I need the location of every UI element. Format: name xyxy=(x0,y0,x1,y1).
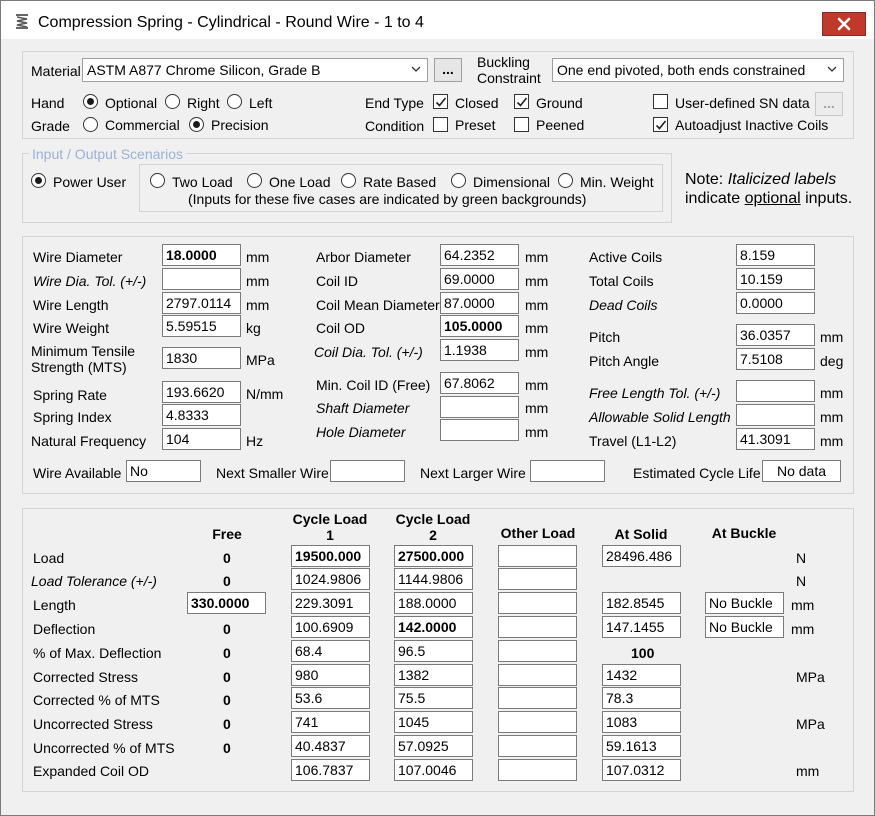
row-deflection-c1[interactable]: 100.6909 xyxy=(291,616,370,638)
close-icon xyxy=(836,17,852,31)
allow-solid-input[interactable] xyxy=(736,404,815,426)
wire-weight-input[interactable]: 5.59515 xyxy=(162,315,241,337)
row-length-label: Length xyxy=(33,597,76,613)
next-larger-input[interactable] xyxy=(530,460,605,482)
closed-checkbox[interactable] xyxy=(433,94,448,109)
autoadjust-checkbox[interactable] xyxy=(653,117,668,132)
material-more-button[interactable]: ... xyxy=(434,58,462,82)
one-load-radio[interactable] xyxy=(247,173,262,188)
wire-available-label: Wire Available xyxy=(33,465,122,481)
buckling-value: One end pivoted, both ends constrained xyxy=(557,62,806,78)
buckling-label-1: Buckling xyxy=(477,54,530,70)
note-prefix: Note: xyxy=(685,171,728,188)
coil-od-label: Coil OD xyxy=(316,320,366,336)
coil-mean-unit: mm xyxy=(525,297,549,313)
col-free-header: Free xyxy=(212,526,242,542)
row-length-buckle[interactable]: No Buckle xyxy=(705,592,784,614)
grade-precision-label: Precision xyxy=(211,117,269,133)
row-expod-unit: mm xyxy=(796,763,820,779)
next-larger-label: Next Larger Wire xyxy=(420,465,526,481)
row-corrstress-c2[interactable]: 1382 xyxy=(394,664,473,686)
active-coils-label: Active Coils xyxy=(589,249,663,265)
dead-coils-input[interactable]: 0.0000 xyxy=(736,292,815,314)
row-uncstress-label: Uncorrected Stress xyxy=(33,716,153,732)
coil-tol-unit: mm xyxy=(525,344,549,360)
grade-commercial-label: Commercial xyxy=(105,117,180,133)
row-length-c2[interactable]: 188.0000 xyxy=(394,592,473,614)
arbor-diameter-input[interactable]: 64.2352 xyxy=(440,244,519,266)
coil-id-input[interactable]: 69.0000 xyxy=(440,268,519,290)
italic-note-line2 xyxy=(685,190,852,208)
row-expod-c1[interactable]: 106.7837 xyxy=(291,759,370,781)
shaft-diameter-label: Shaft Diameter xyxy=(316,400,410,416)
row-uncpct-c2[interactable]: 57.0925 xyxy=(394,735,473,757)
min-weight-radio[interactable] xyxy=(558,173,573,188)
hand-left-radio[interactable] xyxy=(227,94,242,109)
sn-data-label: User-defined SN data xyxy=(675,95,810,111)
row-load-unit: N xyxy=(796,550,807,566)
pitch-angle-label: Pitch Angle xyxy=(589,353,660,369)
row-deflection-free: 0 xyxy=(223,621,231,637)
material-label: Material xyxy=(31,63,81,79)
row-pctdefl-c1[interactable]: 68.4 xyxy=(291,640,370,662)
cycle-life-input[interactable]: No data xyxy=(762,460,841,482)
row-deflection-label: Deflection xyxy=(33,621,96,637)
next-smaller-input[interactable] xyxy=(330,460,405,482)
spring-index-input[interactable]: 4.8333 xyxy=(162,404,241,426)
row-load-c1[interactable]: 19500.000 xyxy=(291,545,370,567)
scenarios-legend: Input / Output Scenarios xyxy=(29,146,186,162)
wire-length-unit: mm xyxy=(246,297,270,313)
note-optional: optional xyxy=(744,190,801,207)
wire-tol-input[interactable] xyxy=(162,268,241,290)
peened-checkbox[interactable] xyxy=(514,117,529,132)
dead-coils-label: Dead Coils xyxy=(589,297,658,313)
row-loadtol-c1[interactable]: 1024.9806 xyxy=(291,568,370,590)
shaft-diameter-unit: mm xyxy=(525,400,549,416)
pitch-angle-unit: deg xyxy=(820,353,844,369)
material-select[interactable] xyxy=(82,58,428,82)
wire-available-input[interactable]: No xyxy=(126,460,201,482)
free-len-tol-unit: mm xyxy=(820,385,844,401)
row-length-free[interactable]: 330.0000 xyxy=(187,592,266,614)
window-title: Compression Spring - Cylindrical - Round Wire - 1 to 4 xyxy=(38,14,424,31)
col-buckle-header: At Buckle xyxy=(711,525,777,541)
row-deflection-unit: mm xyxy=(791,621,815,637)
wire-tol-label: Wire Dia. Tol. (+/-) xyxy=(33,273,147,289)
row-corrstress-free: 0 xyxy=(223,669,231,685)
row-corrstress-other[interactable] xyxy=(498,664,577,686)
wire-weight-label: Wire Weight xyxy=(33,320,109,336)
power-user-label: Power User xyxy=(53,174,127,190)
row-corrpct-free: 0 xyxy=(223,692,231,708)
active-coils-input[interactable]: 8.159 xyxy=(736,244,815,266)
row-deflection-solid[interactable]: 147.1455 xyxy=(602,616,681,638)
buckling-select[interactable] xyxy=(552,58,844,82)
preset-checkbox[interactable] xyxy=(433,117,448,132)
row-pctdefl-other[interactable] xyxy=(498,640,577,662)
note-line2-a: indicate xyxy=(685,190,745,207)
pitch-label: Pitch xyxy=(589,329,621,345)
two-load-radio[interactable] xyxy=(150,173,165,188)
row-length-solid[interactable]: 182.8545 xyxy=(602,592,681,614)
dimensional-label: Dimensional xyxy=(473,174,551,190)
arbor-diameter-label: Arbor Diameter xyxy=(316,249,411,265)
peened-label: Peened xyxy=(536,117,585,133)
row-load-other[interactable] xyxy=(498,545,577,567)
chevron-down-icon xyxy=(826,63,838,75)
row-uncstress-c1[interactable]: 741 xyxy=(291,711,370,733)
coil-id-unit: mm xyxy=(525,273,549,289)
row-corrpct-other[interactable] xyxy=(498,687,577,709)
row-loadtol-label: Load Tolerance (+/-) xyxy=(31,573,157,589)
row-pctdefl-c2[interactable]: 96.5 xyxy=(394,640,473,662)
natural-freq-label: Natural Frequency xyxy=(31,433,147,449)
row-uncstress-c2[interactable]: 1045 xyxy=(394,711,473,733)
row-load-solid[interactable]: 28496.486 xyxy=(602,545,681,567)
coil-od-unit: mm xyxy=(525,320,549,336)
spring-index-label: Spring Index xyxy=(33,409,112,425)
checkmark-icon xyxy=(655,119,667,131)
row-uncpct-free: 0 xyxy=(223,740,231,756)
close-button[interactable] xyxy=(822,12,866,36)
row-length-unit: mm xyxy=(791,597,815,613)
dimensional-radio[interactable] xyxy=(451,173,466,188)
hand-optional-label: Optional xyxy=(105,95,158,111)
coil-tol-input[interactable]: 1.1938 xyxy=(440,339,519,361)
green-cases-note: (Inputs for these five cases are indicated by green backgrounds) xyxy=(188,191,587,207)
total-coils-label: Total Coils xyxy=(589,273,654,289)
natural-freq-unit: Hz xyxy=(246,433,264,449)
wire-diameter-input[interactable]: 18.0000 xyxy=(162,244,241,266)
pitch-input[interactable]: 36.0357 xyxy=(736,324,815,346)
pitch-angle-input[interactable]: 7.5108 xyxy=(736,348,815,370)
row-pctdefl-free: 0 xyxy=(223,645,231,661)
grade-precision-radio[interactable] xyxy=(189,117,204,132)
wire-length-label: Wire Length xyxy=(33,297,109,313)
preset-label: Preset xyxy=(455,117,496,133)
coil-tol-label: Coil Dia. Tol. (+/-) xyxy=(314,344,423,360)
shaft-diameter-input[interactable] xyxy=(440,396,519,418)
wire-weight-unit: kg xyxy=(246,320,261,336)
travel-label: Travel (L1-L2) xyxy=(589,433,677,449)
sn-data-more-button[interactable]: ... xyxy=(815,92,843,116)
coil-mean-input[interactable]: 87.0000 xyxy=(440,292,519,314)
row-uncpct-label: Uncorrected % of MTS xyxy=(33,740,175,756)
row-load-free: 0 xyxy=(223,550,231,566)
travel-input[interactable]: 41.3091 xyxy=(736,428,815,450)
buckling-label-2: Constraint xyxy=(477,70,541,86)
col-c1-header-2: 1 xyxy=(326,527,334,543)
wire-tol-unit: mm xyxy=(246,273,270,289)
travel-unit: mm xyxy=(820,433,844,449)
row-uncstress-solid[interactable]: 1083 xyxy=(602,711,681,733)
allow-solid-unit: mm xyxy=(820,409,844,425)
row-expod-solid[interactable]: 107.0312 xyxy=(602,759,681,781)
end-type-label: End Type xyxy=(365,95,424,111)
free-len-tol-input[interactable] xyxy=(736,380,815,402)
hole-diameter-unit: mm xyxy=(525,424,549,440)
properties-panel xyxy=(22,236,854,494)
mts-unit: MPa xyxy=(246,352,275,368)
grade-label: Grade xyxy=(31,118,70,134)
row-expod-other[interactable] xyxy=(498,759,577,781)
row-corrpct-label: Corrected % of MTS xyxy=(33,692,160,708)
row-pctdefl-label: % of Max. Deflection xyxy=(33,645,162,661)
next-smaller-label: Next Smaller Wire xyxy=(216,465,329,481)
row-uncstress-unit: MPa xyxy=(796,716,825,732)
power-user-radio[interactable] xyxy=(31,173,46,188)
mts-input[interactable]: 1830 xyxy=(162,347,241,369)
two-load-label: Two Load xyxy=(172,174,233,190)
col-c2-header-1: Cycle Load xyxy=(395,511,471,527)
spring-rate-unit: N/mm xyxy=(246,386,284,402)
condition-label: Condition xyxy=(365,118,425,134)
row-uncpct-other[interactable] xyxy=(498,735,577,757)
wire-diameter-label: Wire Diameter xyxy=(33,249,123,265)
min-weight-label: Min. Weight xyxy=(580,174,654,190)
row-deflection-other[interactable] xyxy=(498,616,577,638)
min-coil-id-label: Min. Coil ID (Free) xyxy=(316,377,431,393)
row-uncstress-free: 0 xyxy=(223,716,231,732)
cycle-life-label: Estimated Cycle Life xyxy=(633,465,761,481)
row-deflection-buckle[interactable]: No Buckle xyxy=(705,616,784,638)
row-corrstress-unit: MPa xyxy=(796,669,825,685)
grade-commercial-radio[interactable] xyxy=(83,117,98,132)
wire-diameter-unit: mm xyxy=(246,249,270,265)
mts-label-2: Strength (MTS) xyxy=(31,359,127,375)
hand-right-radio[interactable] xyxy=(165,94,180,109)
allow-solid-label: Allowable Solid Length xyxy=(589,409,731,425)
col-other-header: Other Load xyxy=(500,525,576,541)
row-length-c1[interactable]: 229.3091 xyxy=(291,592,370,614)
rate-based-label: Rate Based xyxy=(363,174,437,190)
free-len-tol-label: Free Length Tol. (+/-) xyxy=(589,385,721,401)
spring-rate-input[interactable]: 193.6620 xyxy=(162,381,241,403)
ground-checkbox[interactable] xyxy=(514,94,529,109)
row-load-c2[interactable]: 27500.000 xyxy=(394,545,473,567)
row-expod-label: Expanded Coil OD xyxy=(33,763,149,779)
wire-length-input[interactable]: 2797.0114 xyxy=(162,292,241,314)
checkmark-icon xyxy=(435,96,447,108)
hand-left-label: Left xyxy=(249,95,273,111)
spring-app-icon xyxy=(15,13,29,29)
row-loadtol-other[interactable] xyxy=(498,568,577,590)
spring-rate-label: Spring Rate xyxy=(33,387,107,403)
coil-id-label: Coil ID xyxy=(316,273,359,289)
row-length-other[interactable] xyxy=(498,592,577,614)
row-corrpct-c2[interactable]: 75.5 xyxy=(394,687,473,709)
total-coils-input[interactable]: 10.159 xyxy=(736,268,815,290)
mts-label-1: Minimum Tensile xyxy=(31,343,135,359)
row-corrstress-label: Corrected Stress xyxy=(33,669,139,685)
natural-freq-input[interactable]: 104 xyxy=(162,428,241,450)
min-coil-id-input[interactable]: 67.8062 xyxy=(440,372,519,394)
hand-label: Hand xyxy=(31,95,65,111)
row-deflection-c2[interactable]: 142.0000 xyxy=(394,616,473,638)
row-corrpct-c1[interactable]: 53.6 xyxy=(291,687,370,709)
hand-optional-radio[interactable] xyxy=(83,94,98,109)
title-bar[interactable] xyxy=(1,1,874,39)
sn-data-checkbox[interactable] xyxy=(653,94,668,109)
row-corrpct-solid[interactable]: 78.3 xyxy=(602,687,681,709)
chevron-down-icon xyxy=(410,63,422,75)
rate-based-radio[interactable] xyxy=(341,173,356,188)
row-load-label: Load xyxy=(33,550,65,566)
row-uncstress-other[interactable] xyxy=(498,711,577,733)
checkmark-icon xyxy=(516,96,528,108)
note-italic: Italicized labels xyxy=(727,171,837,188)
row-pctdefl-solid: 100 xyxy=(631,645,655,661)
arbor-diameter-unit: mm xyxy=(525,249,549,265)
hand-right-label: Right xyxy=(187,95,220,111)
italic-note xyxy=(685,171,836,189)
coil-mean-label: Coil Mean Diameter xyxy=(316,297,440,313)
hole-diameter-label: Hole Diameter xyxy=(316,424,406,440)
closed-label: Closed xyxy=(455,95,499,111)
pitch-unit: mm xyxy=(820,329,844,345)
ground-label: Ground xyxy=(536,95,583,111)
row-expod-c2[interactable]: 107.0046 xyxy=(394,759,473,781)
col-c2-header-2: 2 xyxy=(429,527,437,543)
row-corrstress-solid[interactable]: 1432 xyxy=(602,664,681,686)
min-coil-id-unit: mm xyxy=(525,377,549,393)
col-solid-header: At Solid xyxy=(614,526,668,542)
hole-diameter-input[interactable] xyxy=(440,419,519,441)
note-line2-b: inputs. xyxy=(800,190,853,207)
row-uncpct-c1[interactable]: 40.4837 xyxy=(291,735,370,757)
row-corrstress-c1[interactable]: 980 xyxy=(291,664,370,686)
row-loadtol-free: 0 xyxy=(223,573,231,589)
coil-od-input[interactable]: 105.0000 xyxy=(440,315,519,337)
row-loadtol-c2[interactable]: 1144.9806 xyxy=(394,568,473,590)
row-loadtol-unit: N xyxy=(796,573,807,589)
autoadjust-label: Autoadjust Inactive Coils xyxy=(675,117,829,133)
material-value: ASTM A877 Chrome Silicon, Grade B xyxy=(87,62,321,78)
col-c1-header-1: Cycle Load xyxy=(292,511,368,527)
one-load-label: One Load xyxy=(269,174,331,190)
row-uncpct-solid[interactable]: 59.1613 xyxy=(602,735,681,757)
